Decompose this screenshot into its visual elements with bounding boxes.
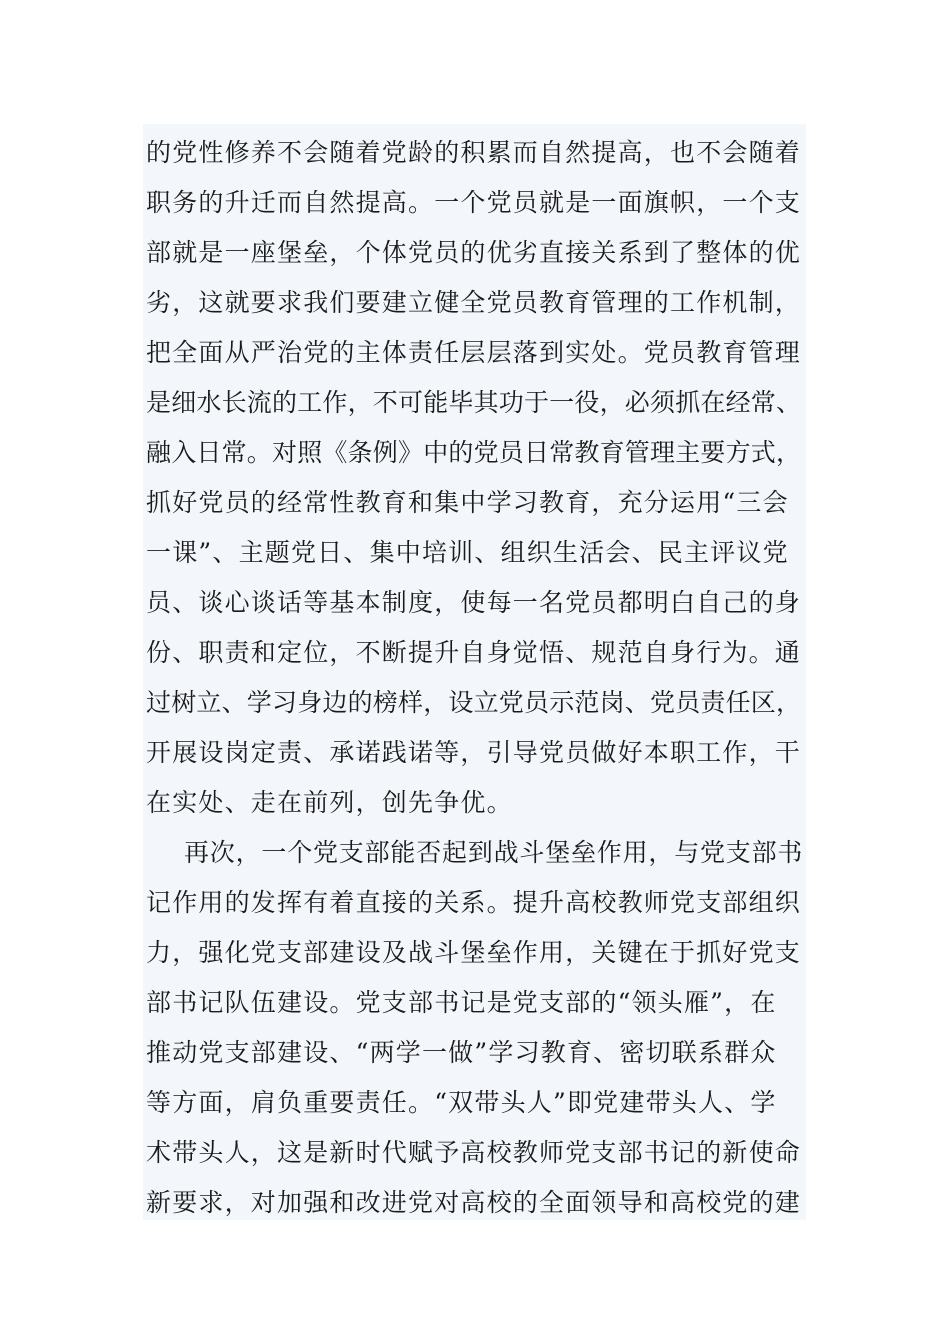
- text-line: 把全面从严治党的主体责任层层落到实处。党员教育管理: [146, 338, 802, 367]
- text-line: 部书记队伍建设。党支部书记是党支部的“领头雁”，在: [146, 988, 777, 1017]
- text-line: 新要求，对加强和改进党对高校的全面领导和高校党的建: [146, 1188, 802, 1217]
- body-text: [143, 124, 806, 1220]
- text-line: 融入日常。对照《条例》中的党员日常教育管理主要方式，: [146, 438, 802, 467]
- text-line: 在实处、走在前列，创先争优。: [146, 788, 513, 817]
- text-line: 部就是一座堡垒，个体党员的优劣直接关系到了整体的优: [146, 238, 802, 267]
- paragraph-first-line: 再次，一个党支部能否起到战斗堡垒作用，与党支部书: [184, 838, 804, 867]
- text-line: 职务的升迁而自然提高。一个党员就是一面旗帜，一个支: [146, 188, 802, 217]
- text-line: 等方面，肩负重要责任。“双带头人”即党建带头人、学: [146, 1088, 777, 1117]
- text-line: 是细水长流的工作，不可能毕其功于一役，必须抓在经常、: [146, 388, 802, 417]
- text-line: 记作用的发挥有着直接的关系。提升高校教师党支部组织: [146, 888, 802, 917]
- text-line: 劣，这就要求我们要建立健全党员教育管理的工作机制，: [146, 288, 802, 317]
- text-line: 开展设岗定责、承诺践诺等，引导党员做好本职工作，干: [146, 738, 802, 767]
- text-line: 一课”、主题党日、集中培训、组织生活会、民主评议党: [146, 538, 789, 567]
- text-line: 份、职责和定位，不断提升自身觉悟、规范自身行为。通: [146, 638, 802, 667]
- text-line: 过树立、学习身边的榜样，设立党员示范岗、党员责任区，: [146, 688, 802, 717]
- text-line: 的党性修养不会随着党龄的积累而自然提高，也不会随着: [146, 138, 802, 167]
- text-line: 抓好党员的经常性教育和集中学习教育，充分运用“三会: [146, 488, 789, 517]
- text-line: 术带头人，这是新时代赋予高校教师党支部书记的新使命: [146, 1138, 802, 1167]
- text-line: 员、谈心谈话等基本制度，使每一名党员都明白自己的身: [146, 588, 802, 617]
- text-line: 力，强化党支部建设及战斗堡垒作用，关键在于抓好党支: [146, 938, 802, 967]
- text-line: 推动党支部建设、“两学一做”学习教育、密切联系群众: [146, 1038, 777, 1067]
